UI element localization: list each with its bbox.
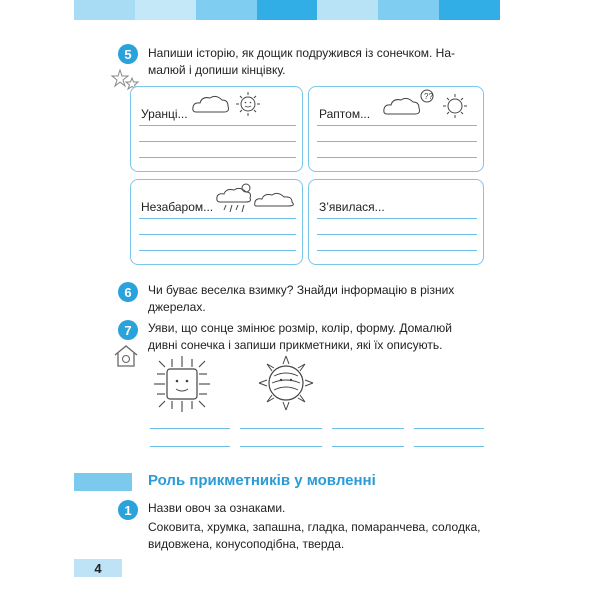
writing-line[interactable] xyxy=(139,250,296,251)
cloud-and-sun-icon xyxy=(190,90,270,120)
task-1-text-line: видовжена, конусоподібна, тверда. xyxy=(148,537,345,551)
story-box-label: Незабаром... xyxy=(141,200,214,214)
story-box-label: Уранці... xyxy=(141,107,188,121)
svg-text:??: ?? xyxy=(424,92,433,101)
story-box-label: З’явилася... xyxy=(319,200,385,214)
writing-line[interactable] xyxy=(317,250,477,251)
writing-line[interactable] xyxy=(139,157,296,158)
band-segment xyxy=(196,0,257,20)
band-segment xyxy=(257,0,318,20)
task-1-number: 1 xyxy=(118,500,138,520)
writing-line[interactable] xyxy=(317,234,477,235)
patterned-sun-drawing xyxy=(252,352,320,414)
task-5-text-line: малюй і допиши кінцівку. xyxy=(148,63,286,77)
header-color-band xyxy=(74,0,500,20)
task-5-text xyxy=(148,45,484,79)
answer-line[interactable] xyxy=(240,428,322,429)
cloud-question-sun-icon xyxy=(383,88,473,120)
writing-line[interactable] xyxy=(317,218,477,219)
answer-line[interactable] xyxy=(240,446,322,447)
section-title: Роль прикметників у мовленні xyxy=(148,472,376,489)
task-6-text-line: джерелах. xyxy=(148,300,206,314)
story-box-appeared xyxy=(308,179,484,265)
writing-line[interactable] xyxy=(317,157,477,158)
answer-line[interactable] xyxy=(332,428,404,429)
section-marker xyxy=(74,473,132,491)
task-1-text-line: Назви овоч за ознаками. xyxy=(148,501,286,515)
task-7-text-line: дивні сонечка і запиши прикметники, які їх описують. xyxy=(148,338,443,352)
writing-line[interactable] xyxy=(139,218,296,219)
band-segment xyxy=(378,0,439,20)
task-7-text xyxy=(148,320,484,354)
task-7-number: 7 xyxy=(118,320,138,340)
writing-line[interactable] xyxy=(139,141,296,142)
writing-line[interactable] xyxy=(317,141,477,142)
task-5-number: 5 xyxy=(118,44,138,64)
answer-line[interactable] xyxy=(414,446,484,447)
task-1-text xyxy=(148,500,484,553)
answer-line[interactable] xyxy=(150,446,230,447)
rain-cloud-sun-icon xyxy=(216,182,298,218)
band-segment xyxy=(317,0,378,20)
task-5-text-line: Напиши історію, як дощик подружився із сонечком. На- xyxy=(148,46,455,60)
task-7-text-line: Уяви, що сонце змінює розмір, колір, форму. Домалюй xyxy=(148,321,452,335)
story-box-label: Раптом... xyxy=(319,107,371,121)
task-1-text-line: Соковита, хрумка, запашна, гладка, помаранчева, солодка, xyxy=(148,520,481,534)
homework-house-icon xyxy=(112,344,140,368)
answer-line[interactable] xyxy=(332,446,404,447)
task-6-number: 6 xyxy=(118,282,138,302)
writing-line[interactable] xyxy=(139,125,296,126)
band-segment xyxy=(439,0,500,20)
task-6-text-line: Чи буває веселка взимку? Знайди інформацію в різних xyxy=(148,283,455,297)
writing-line[interactable] xyxy=(317,125,477,126)
band-segment xyxy=(135,0,196,20)
band-segment xyxy=(74,0,135,20)
answer-line[interactable] xyxy=(414,428,484,429)
answer-line[interactable] xyxy=(150,428,230,429)
writing-line[interactable] xyxy=(139,234,296,235)
page-number: 4 xyxy=(74,559,122,577)
square-sun-drawing xyxy=(150,355,214,413)
task-6-text xyxy=(148,282,484,316)
